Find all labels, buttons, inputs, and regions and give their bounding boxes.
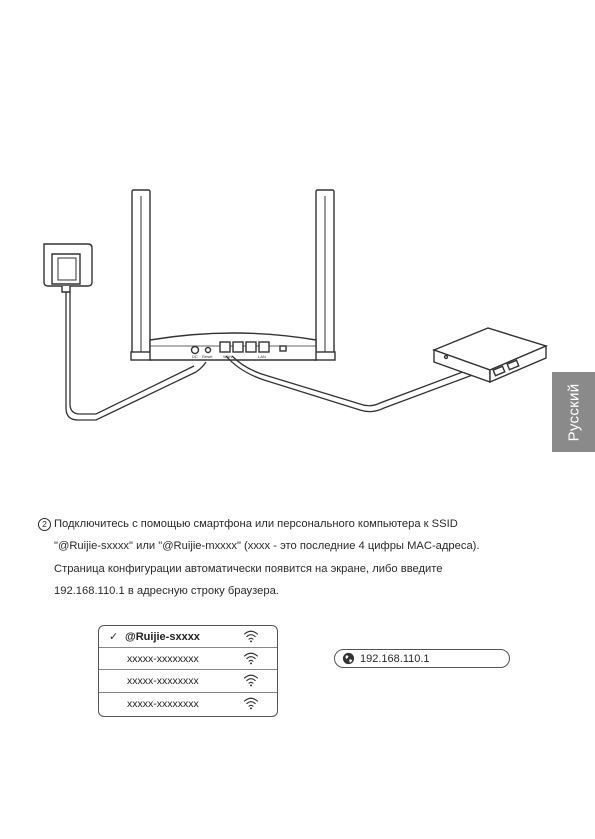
step-instructions (38, 513, 538, 602)
wifi-ssid: xxxxx-xxxxxxxx (127, 674, 199, 687)
wifi-network-item[interactable] (99, 648, 277, 670)
browser-address-bar[interactable] (334, 649, 510, 668)
step-number: 2 (38, 518, 51, 531)
wifi-icon (243, 629, 259, 643)
port-label-dc: DC (192, 354, 198, 359)
port-label-reset: Reset (202, 354, 213, 359)
step-line-3: Страница конфигурации автоматически появится на экране, либо введите (54, 562, 443, 575)
wifi-ssid: @Ruijie-sxxxx (125, 630, 200, 643)
wifi-network-list (98, 625, 278, 717)
step-line-2: "@Ruijie-sxxxx" или "@Ruijie-mxxxx" (xxxx - это последние 4 цифры MAC-адреса). (54, 540, 480, 553)
step-line-4: 192.168.110.1 в адресную строку браузера. (54, 584, 279, 597)
port-label-lan: LAN (258, 354, 266, 359)
browser-address-text: 192.168.110.1 (360, 652, 430, 665)
wifi-ssid: xxxxx-xxxxxxxx (127, 697, 199, 710)
wifi-network-item[interactable] (99, 670, 277, 692)
wifi-network-item[interactable] (99, 626, 277, 648)
wifi-icon (243, 696, 259, 710)
port-label-wan: WAN (223, 354, 233, 359)
language-tab-label: Русский (565, 383, 583, 441)
language-tab (552, 372, 595, 452)
router (131, 190, 335, 360)
checkmark-icon: ✓ (109, 631, 119, 644)
step-line-1 (38, 513, 538, 535)
globe-icon (342, 652, 355, 665)
wifi-icon (243, 651, 259, 665)
modem (434, 328, 546, 382)
wifi-network-item[interactable] (99, 693, 277, 715)
power-adapter (44, 244, 92, 292)
wifi-icon (243, 673, 259, 687)
step-text-1: Подключитесь с помощью смартфона или персонального компьютера к SSID (54, 518, 458, 530)
wifi-ssid: xxxxx-xxxxxxxx (127, 652, 199, 665)
